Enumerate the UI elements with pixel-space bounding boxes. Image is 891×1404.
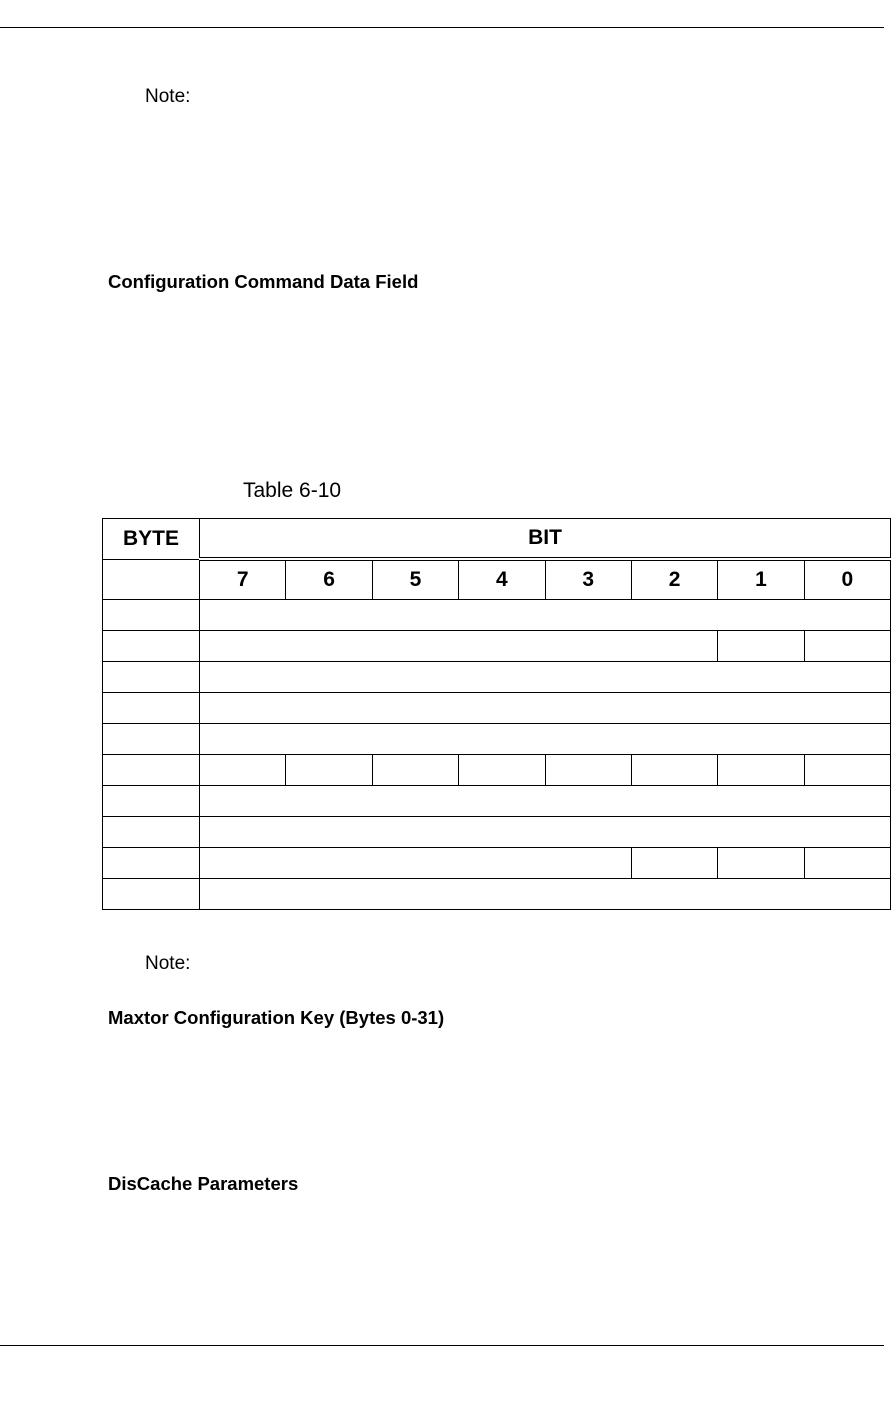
table-row — [103, 755, 891, 786]
bottom-rule — [0, 1345, 884, 1346]
bit-number: 1 — [718, 559, 804, 600]
table-cell — [200, 600, 891, 631]
table-cell — [103, 817, 200, 848]
table-cell — [804, 755, 890, 786]
table-cell — [804, 631, 890, 662]
table-cell — [545, 755, 631, 786]
table-cell — [200, 724, 891, 755]
table-cell — [103, 693, 200, 724]
table-cell — [459, 755, 545, 786]
table-cell — [103, 662, 200, 693]
table-row — [103, 693, 891, 724]
table-cell — [631, 848, 717, 879]
bit-number: 0 — [804, 559, 890, 600]
byte-column-header: BYTE — [103, 519, 200, 560]
section-heading-config-key: Maxtor Configuration Key (Bytes 0-31) — [108, 1007, 445, 1028]
table-cell — [200, 786, 891, 817]
bit-number: 6 — [286, 559, 372, 600]
table-cell — [103, 755, 200, 786]
bit-number: 7 — [200, 559, 286, 600]
table-row — [103, 879, 891, 910]
table-cell — [103, 559, 200, 600]
table-cell — [200, 755, 286, 786]
bit-number-row — [103, 559, 891, 600]
table-cell — [631, 755, 717, 786]
section-heading-config-data-field: Configuration Command Data Field — [108, 271, 419, 292]
table-header-row — [103, 519, 891, 560]
table-cell — [372, 755, 458, 786]
note-label: Note: — [145, 953, 191, 974]
table-cell — [200, 631, 718, 662]
table-cell — [103, 631, 200, 662]
section-heading-discache: DisCache Parameters — [108, 1173, 299, 1194]
table-cell — [286, 755, 372, 786]
table-row — [103, 724, 891, 755]
bit-number: 2 — [631, 559, 717, 600]
note-label: Note: — [145, 86, 191, 107]
table-cell — [200, 693, 891, 724]
table-cell — [718, 755, 804, 786]
table-cell — [103, 848, 200, 879]
table-cell — [200, 848, 632, 879]
table-row — [103, 662, 891, 693]
table-cell — [200, 879, 891, 910]
table-cell — [200, 817, 891, 848]
top-rule — [0, 27, 884, 28]
table-cell — [103, 724, 200, 755]
table-row — [103, 848, 891, 879]
bit-number: 4 — [459, 559, 545, 600]
table-cell — [103, 879, 200, 910]
table-row — [103, 817, 891, 848]
table-cell — [718, 848, 804, 879]
table-cell — [804, 848, 890, 879]
table-row — [103, 631, 891, 662]
table-row — [103, 600, 891, 631]
table-row — [103, 786, 891, 817]
config-data-table — [102, 518, 891, 910]
bit-number: 5 — [372, 559, 458, 600]
bit-number: 3 — [545, 559, 631, 600]
table-cell — [103, 786, 200, 817]
table-cell — [718, 631, 804, 662]
bit-column-header: BIT — [200, 519, 891, 560]
table-caption: Table 6-10 — [243, 479, 342, 502]
table-cell — [200, 662, 891, 693]
table-cell — [103, 600, 200, 631]
